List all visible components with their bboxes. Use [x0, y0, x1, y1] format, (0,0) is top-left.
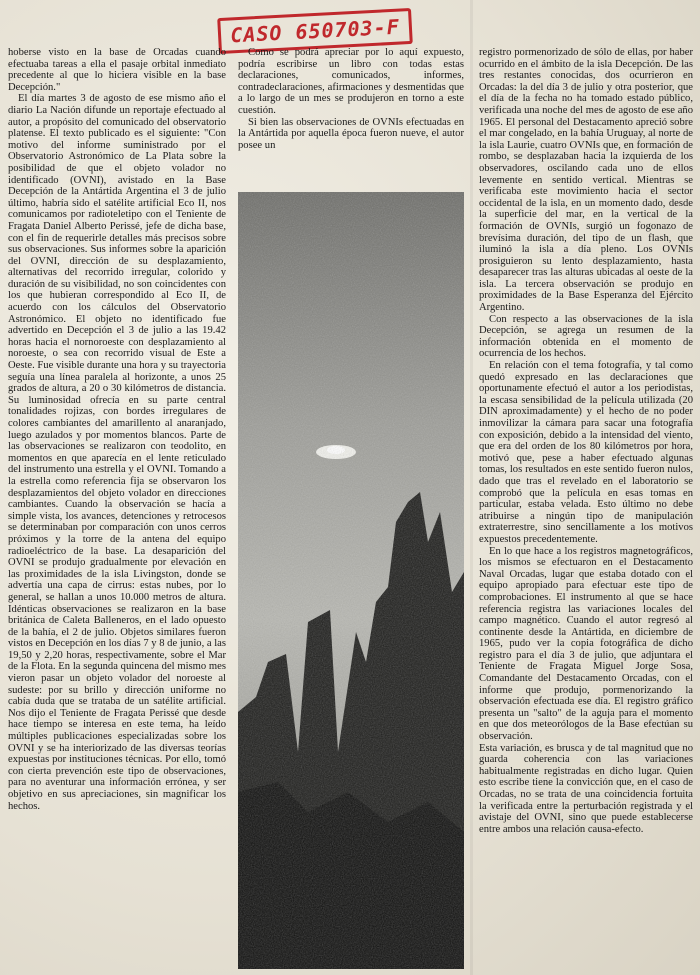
- article-paragraph: El día martes 3 de agosto de ese mismo año el diario La Nación difunde un reportaje efectuado al autor, a propósito del comunicado del observatorio platense. El texto publicado es el siguiente: "Con motivo del informe suministrado por el Observatorio Astronómico de La Plata sobre la posibilidad de que el objeto volador no identificado (OVNI), avistado en la Base Decepción de la Antártida Argentina el 3 de julio último, habría sido el satélite artificial Eco II, nos comunicamos por radioteletipo con el Teniente de Fragata Daniel Alberto Perissé, jefe de dicha base, con el fin de requerirle detalles más precisos sobre sus observaciones. Sus informes sobre la aparición del OVNI, dirección de su desplazamiento, alternativas del recorrido irregular, colorido y duración de su visibilidad, no son coincidentes con los que hubieran correspondido al Eco II, de acuerdo con los cálculos del Observatorio Astronómico. El objeto no identificado fue advertido en Decepción el 3 de julio a las 19.42 horas hacia el nornoroeste con desplazamiento al noroeste, o sea con recorrido visual de Este a Oeste. Fue visible durante una hora y su trayectoria seguía una línea paralela al horizonte, a unos 25 grados de altura, a 20 o 30 kilómetros de distancia. Su luminosidad ofrecía en su parte central tonalidades rojizas, con bordes irregulares de colores cambiantes del amarillento al anaranjado, luego azulados y por momentos blancos. Parte de las observaciones se realizaron con teodolito, en momentos en que aparecía en el lente reticulado del instrumento una estrella y el OVNI. Tomando a la estrella como referencia fija se observaron los desplazamientos del objeto volador en direcciones cambiantes. Cuando la observación se hacía a simple vista, los avances, detenciones y retrocesos se determinaban por comparación con unos cerros próximos y la torre de la antena del equipo radioeléctrico de la base. La desaparición del OVNI se produjo gradualmente por elevación en las proximidades de la isla Livingston, donde se advertía una capa de cirrus: estas nubes, por lo general, se hallan a unos 10.000 metros de altura. Idénticas observaciones se realizaron en la base británica de Caleta Balleneros, en el lado opuesto de la bahía, el 2 de julio. Objetos similares fueron vistos en Decepción en los días 7 y 8 de junio, a las 19,50 y 2,20 horas, respectivamente, sobre el Mar de la Flota. En la segunda quincena del mismo mes vieron pasar un objeto volador del noroeste al sudeste: por su brillo y dirección uniforme no cabía duda que se trataba de un satélite artificial. Nos dijo el Teniente de Fragata Perissé que desde hace tiempo se interesa en este tema, ha leído múltiples publicaciones especializadas sobre los OVNI y se ha interiorizado de las diversas teorías expuestas por instituciones técnicas. Por ello, tomó con cierta prevención este tipo de observaciones, para no aventurar una información errónea, y ser objetivo en sus apreciaciones, sin magnificar los hechos.: [8, 93, 226, 812]
- case-stamp: CASO 650703-F: [217, 8, 413, 54]
- article-column-middle: [238, 47, 464, 187]
- article-paragraph: En relación con el tema fotografía, y tal como quedó expresado en las declaraciones que oportunamente efectuó el autor a los periodistas, la escasa sensibilidad de la película utilizada (20 DIN aproximadamente) y el hecho de no poder inmovilizar la cámara para sacar una fotografía con exposición, debido a la intensidad del viento, que era del orden de los 80 kilómetros por hora, motivó que, pese a haber efectuado algunas tomas, los resultados en este sentido fueron nulos, dado que tras el revelado en el laboratorio se comprobó que la película en esas tomas en particular, estaba velada. Esto último no debe atribuirse a ningún tipo de manipulación extraterrestre, sino sencillamente a los motivos expuestos precedentemente.: [479, 360, 693, 545]
- article-paragraph: Esta variación, es brusca y de tal magnitud que no guarda coherencia con las variaciones habitualmente registradas en dicho lugar. Quien esto escribe tiene la convicción que, en el caso de Orcadas, no se trata de una coincidencia fortuita la verificada entre la perturbación registrada y el avistaje del OVNI, sino que puede establecerse entre ambos una relación causa-efecto.: [479, 742, 693, 835]
- article-paragraph: Si bien las observaciones de OVNIs efectuadas en la Antártida por aquella época fueron nueve, el autor posee un: [238, 116, 464, 151]
- article-paragraph: Como se podrá apreciar por lo aquí expuesto, podría escribirse un libro con todas estas declaraciones, comunicados, informes, contradeclaraciones, afirmaciones y desmentidas que a lo largo de un mes se produjeron en torno a este cuestión.: [238, 47, 464, 116]
- article-paragraph: En lo que hace a los registros magnetográficos, los mismos se efectuaron en el Destacamento Naval Orcadas, lugar que estaba dotado con el equipo apropiado para efectuar este tipo de comprobaciones. El instrumento al que se hace referencia registra las variaciones locales del campo magnético. Cuando el autor regresó al continente desde la Antártida, en diciembre de 1965, pudo ver la copia fotográfica de dicho registro para el día 3 de julio, que adjuntara el Teniente de Fragata Miguel Jorge Sosa, Comandante del Destacamento Orcadas, con el informe que produjo, pormenorizando la observación efectuada ese día. El registro gráfico presenta un "salto" de la aguja para el momento en que dos meteorólogos de la Base efectúan su observación.: [479, 545, 693, 743]
- article-column-right: [479, 47, 693, 969]
- article-paragraph: hoberse visto en la base de Orcadas cuando efectuaba tareas a ella el pasaje orbital inmediato precedente al que lo hiciera visible en la base Decepción.": [8, 47, 226, 93]
- page-fold: [470, 0, 473, 975]
- article-paragraph: Con respecto a las observaciones de la isla Decepción, se agrega un resumen de la información obtenida en el momento de ocurrencia de los hechos.: [479, 313, 693, 360]
- article-column-left: [8, 47, 226, 969]
- ufo-photograph: [238, 192, 464, 969]
- article-paragraph: registro pormenorizado de sólo de ellas, por haber ocurrido en el ámbito de la isla Decepción. De las tres restantes conocidas, dos ocurrieron en Orcadas: la del día 3 de julio y otra posterior, que el día de la fecha no ha tomado estado público, verificada una noche del mes de agosto de ese año 1965. El personal del Destacamento apreció sobre el mar congelado, en la bahía Uruguay, al norte de la isla Laurie, cuatro OVNIs que, en formación de rombo, se desplazaban hacia la izquierda de los observadores, oscilando cada uno de ellos levemente en sentido vertical. Mientras se verificaba este movimiento hacia el sector occidental de la isla, en un momento dado, desde la superficie del mar, en la vertical de la formación de OVNIs, surgió un fogonazo de brevísima duración, del tipo de un flash, que iluminó la isla a día pleno. Los OVNIs prosiguieron su lento desplazamiento, hasta desaparecer tras las alturas ubicadas al oeste de la isla. La tercera observación se produjo en proximidades de la Base Esperanza del Ejército Argentino.: [479, 47, 693, 314]
